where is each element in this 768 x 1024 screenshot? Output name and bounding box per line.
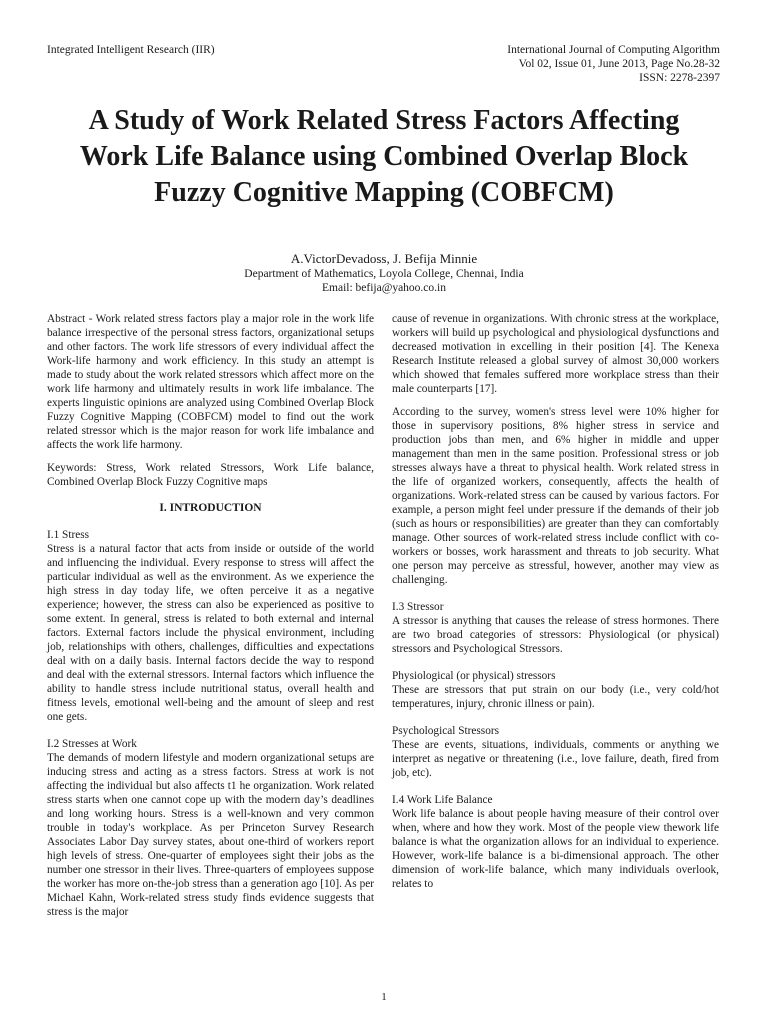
subsection-heading-stressor: I.3 Stressor: [392, 601, 444, 613]
subsection-heading-stresses-at-work: I.2 Stresses at Work: [47, 738, 137, 750]
journal-name: International Journal of Computing Algorithm: [507, 44, 720, 56]
right-column: [392, 312, 719, 900]
journal-header-left: Integrated Intelligent Research (IIR): [47, 44, 215, 56]
paragraph-continued: cause of revenue in organizations. With chronic stress at the workplace, workers will build up psychological and physiological dysfunctions and decreased motivation in excelling in their position [4]. The Kenexa Research Institute released a global survey of almost 30,000 workers which showed that females suffered more workplace stress than their male counterparts [17].: [392, 313, 719, 395]
section-heading-introduction: I. INTRODUCTION: [159, 502, 262, 514]
volume-info: Vol 02, Issue 01, June 2013, Page No.28-32: [518, 58, 720, 70]
heading-physiological-stressors: Physiological (or physical) stressors: [392, 670, 556, 682]
paragraph-physiological: These are stressors that put strain on our body (i.e., very cold/hot temperatures, injury, chronic illness or pain).: [392, 684, 719, 710]
issn: ISSN: 2278-2397: [639, 72, 720, 84]
paragraph-stress: Stress is a natural factor that acts from inside or outside of the world and influencing the individual. Every response to stress will affect the particular individual as well as the environment. As we experience the high stress in day today life, we often perceive it as a negative experience; however, the stress can also be experienced as positive to some extent. In general, stress is related to both external and internal factors. External factors include the physical environment, including job, relationships with others, challenges, difficulties and expectations deal with on a daily basis. Internal factors decide the way to respond and deal with the external stressors. Internal factors which influence the ability to handle stress include nutritional status, overall health and fitness levels, emotional well-being and the amount of sleep and rest one gets.: [47, 543, 374, 723]
paragraph-stressor: A stressor is anything that causes the release of stress hormones. There are two broad categories of stressors: Physiological (or physical) stressors and Psychological Stressors.: [392, 615, 719, 655]
paragraph-stresses-at-work: The demands of modern lifestyle and modern organizational setups are inducing stress and acting as a stress factors. Stress at work is not affecting the individual but also affects t1 he organization. Work related stress starts when one cannot cope up with the modern day’s deadlines and long working hours. Stress is a well-known and very common trouble in today's workplace. As per Princeton Survey Research Associates Labor Day survey states, about one-third of workers report high levels of stress. One-quarter of employees sight their jobs as the number one stressor in their lives. Three-quarters of employees suppose the worker has more on-the-job stress than a generation ago [10]. As per Michael Kahn, Work-related stress study finds evidence suggests that stress is the major: [47, 752, 374, 918]
heading-psychological-stressors: Psychological Stressors: [392, 725, 500, 737]
subsection-heading-stress: I.1 Stress: [47, 529, 90, 541]
keywords: Keywords: Stress, Work related Stressors, Work Life balance, Combined Overlap Block Fuzzy Cognitive maps: [47, 462, 374, 488]
journal-header-right: [507, 43, 720, 85]
paragraph-psychological: These are events, situations, individuals, comments or anything we interpret as negative or threatening (i.e., love failure, death, fired from job, etc).: [392, 739, 719, 779]
paragraph-work-life-balance: Work life balance is about people having measure of their control over when, where and how they work. Most of the people view thework life balance is what the organization allows for an individual to experience. However, work-life balance is a bi-dimensional approach. The other dimension of work-life balance, which many individuals overlook, relates to: [392, 808, 719, 890]
author-email: Email: befija@yahoo.co.in: [322, 282, 446, 294]
author-block: [0, 251, 768, 295]
abstract: Abstract - Work related stress factors play a major role in the work life balance irrespective of the personal stress factors, organizational setups and other factors. The work life stressors of every individual affect the Work-life harmony and work efficiency. In this study an attempt is made to study about the work related stressors which affect more on the work life harmony and ultimately results in work life imbalance. The experts linguistic opinions are analyzed using Combined Overlap Block Fuzzy Cognitive Mapping (COBFCM) model to find out the work related stressor which is the major reason for work life imbalance and affects the work life harmony.: [47, 313, 374, 451]
left-column: [47, 312, 374, 928]
subsection-heading-work-life-balance: I.4 Work Life Balance: [392, 794, 493, 806]
affiliation: Department of Mathematics, Loyola College, Chennai, India: [244, 268, 524, 280]
paper-title: A Study of Work Related Stress Factors Affecting Work Life Balance using Combined Overlap Block Fuzzy Cognitive Mapping (COBFCM): [79, 105, 689, 208]
author-names: A.VictorDevadoss, J. Befija Minnie: [290, 251, 478, 266]
page-number: 1: [381, 991, 387, 1003]
paragraph-survey: According to the survey, women's stress level were 10% higher for those in supervisory positions, 8% higher stress in service and production jobs than men, and 6% higher in middle and upper management than men in the same position. Professional stress or job stresses always have a threat to physical health. Work related stress in the life of organized workers, consequently, affects the health of organizations. Work-related stress can be caused by various factors. For example, a person might feel under pressure if the demands of their job (such as hours or responsibilities) are greater than they can comfortably manage. Other sources of work-related stress include conflict with co-workers or bosses, work harassment and threats to job security. What one person may perceive as stressful, however, another may view as challenging.: [392, 406, 719, 586]
